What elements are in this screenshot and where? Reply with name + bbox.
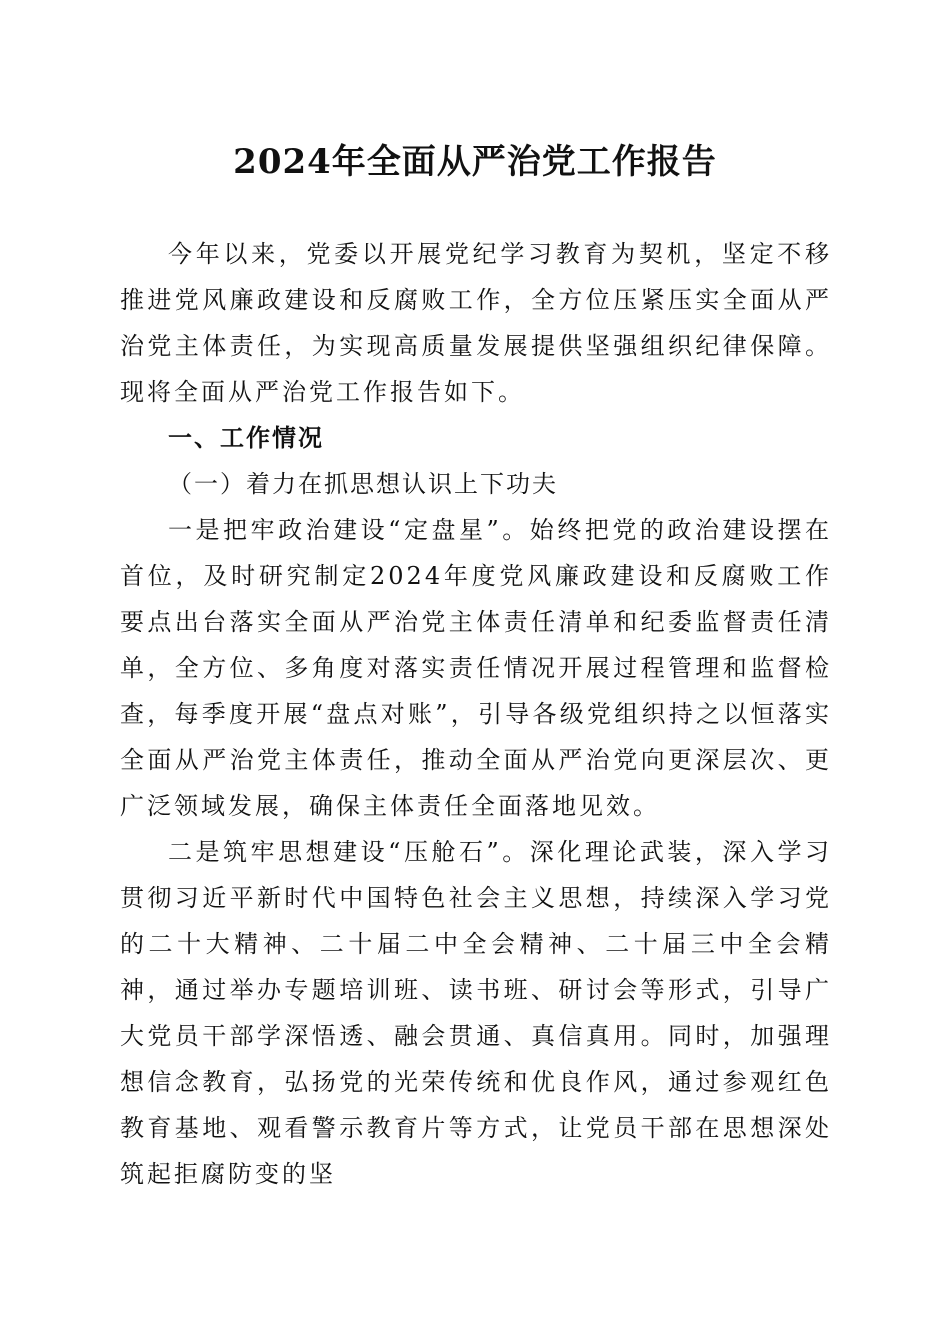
body-paragraph-ideological: 二是筑牢思想建设“压舱石”。深化理论武装，深入学习贯彻习近平新时代中国特色社会主义思想，持续深入学习党的二十大精神、二十届二中全会精神、二十届三中全会精神，通过举办专题培训班、读书班、研讨会等形式，引导广大党员干部学深悟透、融会贯通、真信真用。同时，加强理想信念教育，弘扬党的光荣传统和优良作风，通过参观红色教育基地、观看警示教育片等方式，让党员干部在思想深处筑起拒腐防变的坚 [120, 838, 832, 1188]
subsection-heading: （一）着力在抓思想认识上下功夫 [168, 470, 558, 498]
document-body [120, 231, 832, 1197]
document-title: 2024年全面从严治党工作报告 [233, 142, 717, 182]
body-paragraph-political: 一是把牢政治建设“定盘星”。始终把党的政治建设摆在首位，及时研究制定2024年度党风廉政建设和反腐败工作要点出台落实全面从严治党主体责任清单和纪委监督责任清单，全方位、多角度对落实责任情况开展过程管理和监督检查，每季度开展“盘点对账”，引导各级党组织持之以恒落实全面从严治党主体责任，推动全面从严治党向更深层次、更广泛领域发展，确保主体责任全面落地见效。 [120, 516, 832, 820]
section-heading: 一、工作情况 [168, 424, 324, 452]
intro-paragraph: 今年以来，党委以开展党纪学习教育为契机，坚定不移推进党风廉政建设和反腐败工作，全方位压紧压实全面从严治党主体责任，为实现高质量发展提供坚强组织纪律保障。现将全面从严治党工作报告如下。 [120, 240, 832, 406]
